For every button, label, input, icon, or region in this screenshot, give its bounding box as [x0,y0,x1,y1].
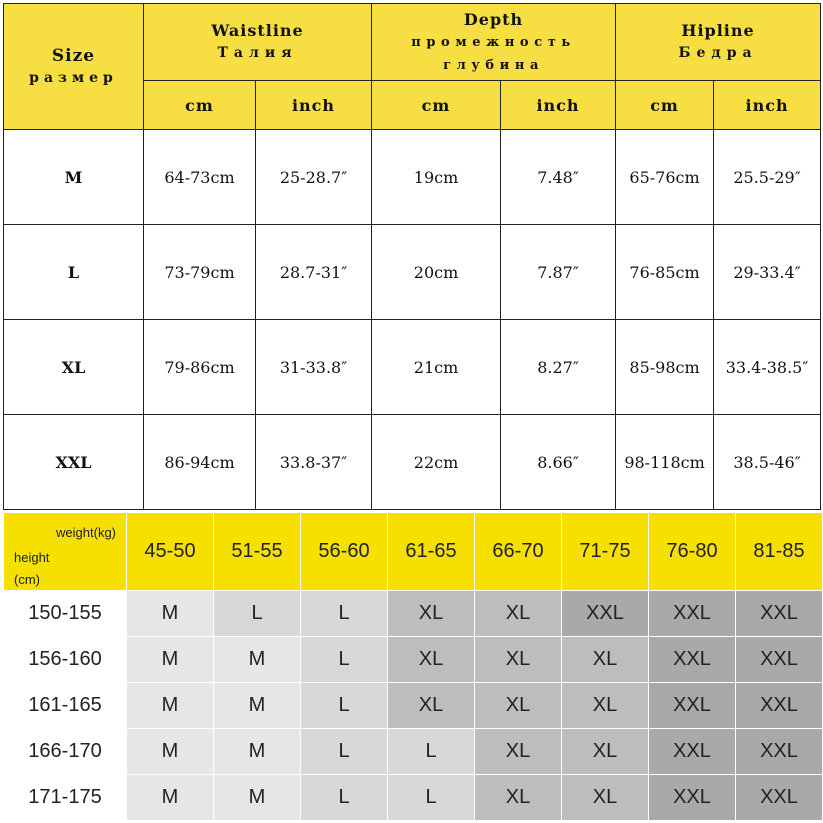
size-header-ru: размер [29,69,118,86]
size-recommendation-cell: XXL [649,683,736,729]
size-recommendation-cell: M [127,729,214,775]
measure-cell: 33.8-37″ [256,415,372,510]
corner-header [4,513,127,591]
measure-cell: 76-85cm [616,225,714,320]
table-row [4,320,821,415]
size-recommendation-cell: M [214,683,301,729]
size-recommendation-cell: L [388,775,475,821]
weight-header: 45-50 [127,513,214,591]
measure-cell: 21cm [372,320,501,415]
measure-cell: 98-118cm [616,415,714,510]
size-recommendation-cell: XXL [649,637,736,683]
size-recommendation-cell: L [301,683,388,729]
size-recommendation-cell: M [214,775,301,821]
measure-cell: 25-28.7″ [256,130,372,225]
size-recommendation-cell: XXL [649,775,736,821]
measure-cell: 65-76cm [616,130,714,225]
size-header-en: Size [51,45,96,66]
measure-cell: 7.48″ [501,130,616,225]
size-recommendation-cell: XL [475,729,562,775]
hipline-header-ru: Бедра [678,45,758,61]
table-row [4,591,823,637]
size-recommendation-cell: XXL [736,637,823,683]
size-recommendation-cell: XL [562,637,649,683]
size-recommendation-cell: M [127,775,214,821]
size-recommendation-cell: XXL [649,591,736,637]
table-row [4,225,821,320]
measure-cell: 38.5-46″ [714,415,821,510]
weight-header: 51-55 [214,513,301,591]
size-label: XXL [4,415,144,510]
size-recommendation-cell: XL [562,729,649,775]
table-row [4,729,823,775]
size-recommendation-cell: XL [475,637,562,683]
measure-cell: 8.27″ [501,320,616,415]
hipline-header-en: Hipline [681,21,755,40]
measure-cell: 73-79cm [144,225,256,320]
size-recommendation-cell: L [301,729,388,775]
measure-cell: 64-73cm [144,130,256,225]
weight-header: 76-80 [649,513,736,591]
size-recommendation-cell: M [127,637,214,683]
measure-cell: 28.7-31″ [256,225,372,320]
size-recommendation-cell: XL [475,591,562,637]
height-label: 161-165 [4,683,127,729]
weight-axis-label: weight(kg) [56,525,116,540]
size-recommendation-cell: XXL [562,591,649,637]
size-recommendation-cell: XL [562,775,649,821]
size-recommendation-cell: XXL [736,591,823,637]
size-recommendation-cell: L [301,637,388,683]
size-header [4,4,144,130]
size-recommendation-cell: XXL [649,729,736,775]
measure-cell: 8.66″ [501,415,616,510]
depth-header-ru-1: промежность [411,34,576,50]
unit-header: inch [714,81,821,130]
measure-cell: 31-33.8″ [256,320,372,415]
measure-cell: 79-86cm [144,320,256,415]
height-unit-label: (cm) [14,572,40,587]
waistline-header [144,4,372,81]
table-row [4,775,823,821]
waistline-header-en: Waistline [211,21,304,40]
measure-cell: 20cm [372,225,501,320]
size-recommendation-cell: L [301,591,388,637]
height-axis-label: height [14,550,50,565]
depth-header-ru-2: глубина [443,57,544,73]
size-recommendation-cell: M [127,591,214,637]
height-weight-fit-table [3,512,823,821]
unit-header: cm [616,81,714,130]
depth-header [372,4,616,81]
measure-cell: 19cm [372,130,501,225]
waistline-header-ru: Талия [217,45,298,61]
size-recommendation-cell: XL [388,591,475,637]
table-row [4,637,823,683]
height-label: 156-160 [4,637,127,683]
measure-cell: 86-94cm [144,415,256,510]
size-recommendation-cell: L [388,729,475,775]
measure-cell: 85-98cm [616,320,714,415]
size-recommendation-cell: XXL [736,775,823,821]
unit-header: inch [256,81,372,130]
measure-cell: 25.5-29″ [714,130,821,225]
weight-header: 81-85 [736,513,823,591]
unit-header: cm [144,81,256,130]
size-recommendation-cell: XL [562,683,649,729]
size-recommendation-cell: M [127,683,214,729]
unit-header: cm [372,81,501,130]
table-row [4,683,823,729]
weight-header: 71-75 [562,513,649,591]
size-recommendation-cell: XL [388,637,475,683]
size-recommendation-cell: M [214,637,301,683]
table-row [4,130,821,225]
size-label: M [4,130,144,225]
size-recommendation-cell: XL [475,775,562,821]
height-label: 150-155 [4,591,127,637]
table-row [4,415,821,510]
size-label: L [4,225,144,320]
weight-header: 56-60 [301,513,388,591]
measure-cell: 7.87″ [501,225,616,320]
height-label: 166-170 [4,729,127,775]
size-recommendation-cell: XL [475,683,562,729]
unit-header: inch [501,81,616,130]
size-label: XL [4,320,144,415]
size-recommendation-cell: L [214,591,301,637]
measure-cell: 22cm [372,415,501,510]
measure-cell: 29-33.4″ [714,225,821,320]
size-recommendation-cell: M [214,729,301,775]
hipline-header [616,4,821,81]
size-recommendation-cell: XL [388,683,475,729]
height-label: 171-175 [4,775,127,821]
size-measurement-table [3,3,821,510]
weight-header: 66-70 [475,513,562,591]
size-recommendation-cell: XXL [736,683,823,729]
size-recommendation-cell: XXL [736,729,823,775]
depth-header-en: Depth [463,9,524,29]
measure-cell: 33.4-38.5″ [714,320,821,415]
weight-header: 61-65 [388,513,475,591]
size-recommendation-cell: L [301,775,388,821]
